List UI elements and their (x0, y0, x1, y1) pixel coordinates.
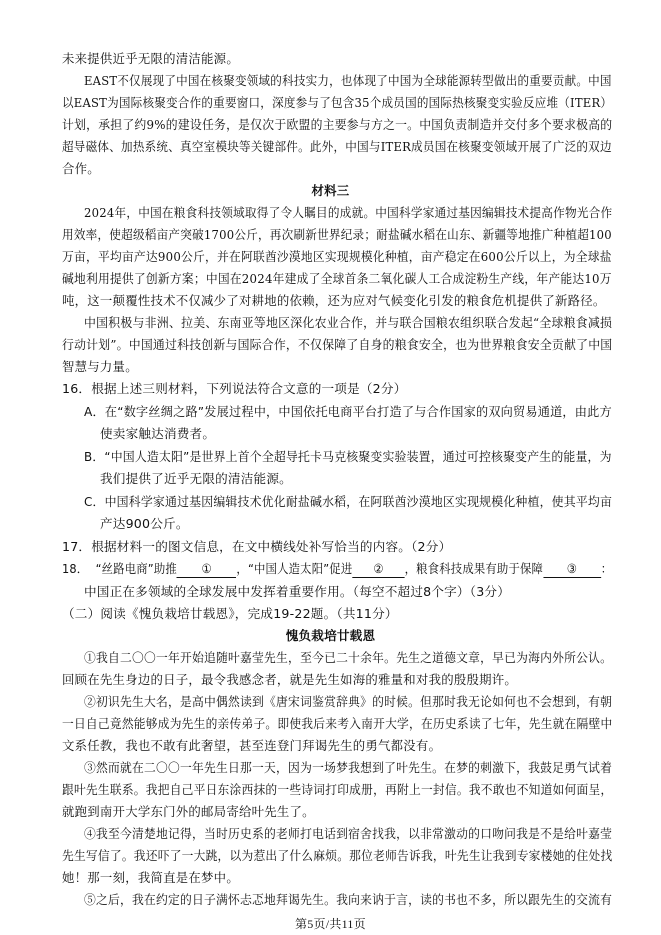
essay-p4-line-2: 先生写信了。我还吓了一大跳，以为惹出了什么麻烦。那位老师告诉我，叶先生让我到专家楼她的住处找 (62, 848, 613, 863)
q18-part-3: ，粮食科技成果有助于保障 (404, 561, 544, 576)
q18-blank-1[interactable]: ① (177, 561, 237, 578)
material3-p1-line-2: 用效率，使超级稻亩产突破1700公斤，再次刷新世界纪录；耐盐碱水稻在山东、新疆等地推广种植超100 (62, 227, 612, 242)
passage-c-p2-line-1: EAST不仅展现了中国在核聚变领域的科技实力，也体现了中国为全球能源转型做出的重要贡献。中国 (84, 73, 612, 88)
material3-p1-line-4: 碱地利用提供了创新方案；中国在2024年建成了全球首条二氧化碳人工合成淀粉生产线，年产能达10万 (62, 271, 612, 286)
essay-p3-line-2: 跟叶先生联系。我把自己平日东涂西抹的一些诗词打印成册，再附上一封信。我不敢也不知道如何面呈， (62, 782, 613, 797)
passage-c-tail: 未来提供近乎无限的清洁能源。 (62, 51, 239, 66)
material3-p1-line-3: 万亩，平均亩产达900公斤，并在阿联酋沙漠地区实现规模化种植，亩产稳定在600公斤以上，为全球盐 (62, 249, 612, 264)
q16-option-a-line-2: 使卖家触达消费者。 (100, 426, 216, 441)
essay-title: 愧负栽培廿载恩 (285, 628, 376, 643)
passage-c-p2-line-5: 合作。 (62, 161, 100, 176)
q18-blank-3[interactable]: ③ (543, 561, 601, 578)
essay-p2-line-2: 一日自己竟然能够成为先生的亲传弟子。即使我后来考入南开大学，在历史系读了七年，先生就在隔壁中 (62, 716, 613, 731)
q16-stem: 16．根据上述三则材料，下列说法符合文意的一项是（2分） (62, 381, 407, 396)
essay-p1-line-2: 回顾在先生身边的日子，最令我感念者，就是先生如海的雅量和对我的殷殷期许。 (62, 672, 518, 687)
material3-p2-line-2: 行动计划”。中国通过科技创新与国际合作，不仅保障了自身的粮食安全，也为世界粮食安全贡献了中国 (62, 337, 613, 352)
material3-p2-line-3: 智慧与力量。 (62, 359, 138, 374)
q18-part-2: ，“中国人造太阳”促进 (236, 561, 353, 576)
q18-blank-2[interactable]: ② (352, 561, 404, 578)
material3-p2-line-1: 中国积极与非洲、拉美、东南亚等地区深化农业合作，并与联合国粮农组织联合发起“全球粮食减损 (84, 315, 613, 330)
q16-option-b-line-1: B．“中国人造太阳”是世界上首个全超导托卡马克核聚变实验装置，通过可控核聚变产生的能量，为 (84, 449, 612, 464)
material3-title: 材料三 (311, 183, 350, 198)
section2-heading: （二）阅读《愧负栽培廿载恩》，完成19-22题。（共11分） (62, 606, 398, 621)
passage-c-p2-line-4: 超导磁体、加热系统、真空室模块等关键部件。此外，中国与ITER成员国在核聚变领域开展了广泛的双边 (62, 139, 612, 154)
essay-p2-line-3: 文系任教，我也不敢有此奢望，甚至连登门拜谒先生的勇气都没有。 (62, 738, 442, 753)
passage-c-p2-line-2: 以EAST为国际核聚变合作的重要窗口，深度参与了包含35个成员国的国际热核聚变实验反应堆（ITER） (62, 95, 613, 110)
q18-part-4: ： (600, 561, 613, 576)
q17-stem: 17．根据材料一的图文信息，在文中横线处补写恰当的内容。（2分） (62, 539, 452, 554)
q16-option-b-line-2: 我们提供了近乎无限的清洁能源。 (100, 471, 292, 486)
q16-option-c-line-2: 产达900公斤。 (100, 516, 189, 531)
essay-p4-line-3: 她！那一刻，我简直是在梦中。 (62, 870, 239, 885)
q16-option-a-line-1: A．在“数字丝绸之路”发展过程中，中国依托电商平台打造了与合作国家的双向贸易通道，由此方 (84, 404, 612, 419)
q18-part-1: “丝路电商”助推 (95, 561, 177, 576)
page-number-footer: 第5页/共11页 (295, 917, 366, 931)
essay-p4-line-1: ④我至今清楚地记得，当时历史系的老师打电话到宿舍找我，以非常激动的口吻问我是不是给叶嘉莹 (84, 826, 613, 841)
material3-p1-line-1: 2024年，中国在粮食科技领域取得了令人瞩目的成就。中国科学家通过基因编辑技术提高作物光合作 (84, 205, 613, 220)
essay-p1-line-1: ①我自二〇〇一年开始追随叶嘉莹先生，至今已二十余年。先生之道德文章，早已为海内外所公认。 (84, 650, 613, 665)
q18-line-2: 中国正在多领域的全球发展中发挥着重要作用。（每空不超过8个字）（3分） (84, 584, 511, 599)
q16-option-c-line-1: C．中国科学家通过基因编辑技术优化耐盐碱水稻，在阿联酋沙漠地区实现规模化种植，使其平均亩 (84, 494, 613, 509)
essay-p5-line-1: ⑤之后，我在约定的日子满怀忐忑地拜谒先生。我向来讷于言，读的书也不多，所以跟先生的交流有 (84, 892, 613, 907)
material3-p1-line-5: 吨，这一颠覆性技术不仅减少了对耕地的依赖，还为应对气候变化引发的粮食危机提供了新路径。 (62, 293, 606, 308)
passage-c-p2-line-3: 计划，承担了约9%的建设任务，是仅次于欧盟的主要参与方之一。中国负责制造并交付多个要求极高的 (62, 117, 613, 132)
q18-line-1 (62, 561, 612, 578)
essay-p3-line-1: ③然而就在二〇〇一年先生日那一天，因为一场梦我想到了叶先生。在梦的刺激下，我鼓足勇气试着 (84, 760, 613, 775)
essay-p3-line-3: 就跑到南开大学东门外的邮局寄给叶先生了。 (62, 804, 315, 819)
q18-number: 18． (62, 561, 89, 576)
essay-p2-line-1: ②初识先生大名，是高中偶然读到《唐宋词鉴赏辞典》的时候。但那时我无论如何也不会想到，有朝 (84, 694, 613, 709)
